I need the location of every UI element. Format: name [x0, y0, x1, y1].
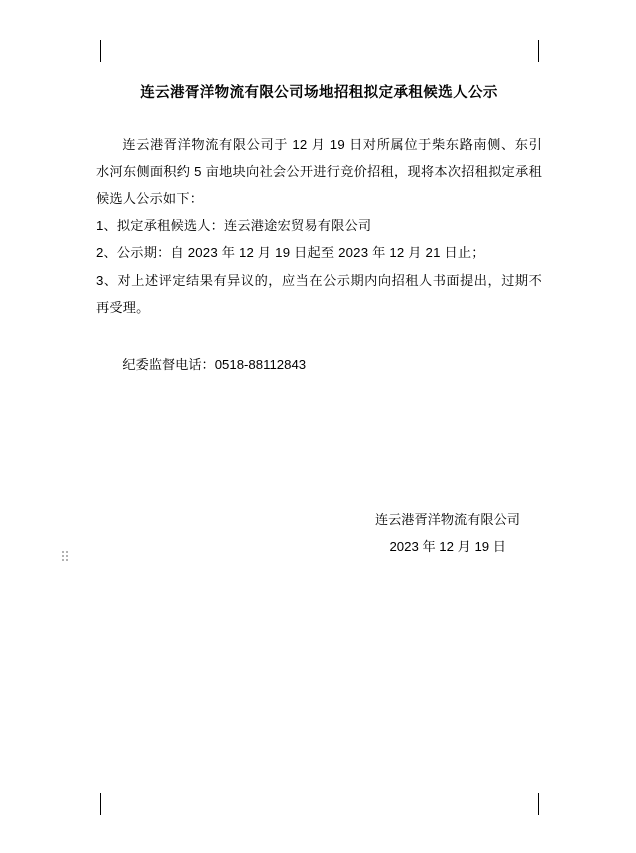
spacer-signature: [96, 378, 542, 506]
paragraph-candidate: 1、拟定承租候选人：连云港途宏贸易有限公司: [96, 218, 372, 234]
crop-mark-bottom-right: [538, 793, 539, 815]
signature-date: 2023 年 12 月 19 日: [389, 539, 506, 555]
page-title: 连云港胥洋物流有限公司场地招租拟定承租候选人公示: [140, 85, 498, 101]
spacer: [96, 321, 542, 351]
supervision-phone: 纪委监督电话：0518-88112843: [122, 356, 307, 372]
paragraph-objection: 3、对上述评定结果有异议的，应当在公示期内向招租人书面提出，过期不再受理。: [96, 272, 542, 315]
document-body: [96, 70, 542, 561]
crop-mark-top-right: [538, 40, 539, 62]
signature-block: [96, 506, 542, 561]
drag-handle-icon[interactable]: [62, 551, 70, 561]
crop-mark-top-left: [100, 40, 101, 62]
paragraph-period: 2、公示期：自 2023 年 12 月 19 日起至 2023 年 12 月 21 日止；: [96, 245, 485, 261]
paragraph-intro: 连云港胥洋物流有限公司于 12 月 19 日对所属位于柴东路南侧、东引水河东侧面积约 5 亩地块向社会公开进行竞价招租，现将本次招租拟定承租候选人公示如下：: [96, 137, 542, 207]
crop-mark-bottom-left: [100, 793, 101, 815]
signature-company: 连云港胥洋物流有限公司: [374, 511, 520, 527]
